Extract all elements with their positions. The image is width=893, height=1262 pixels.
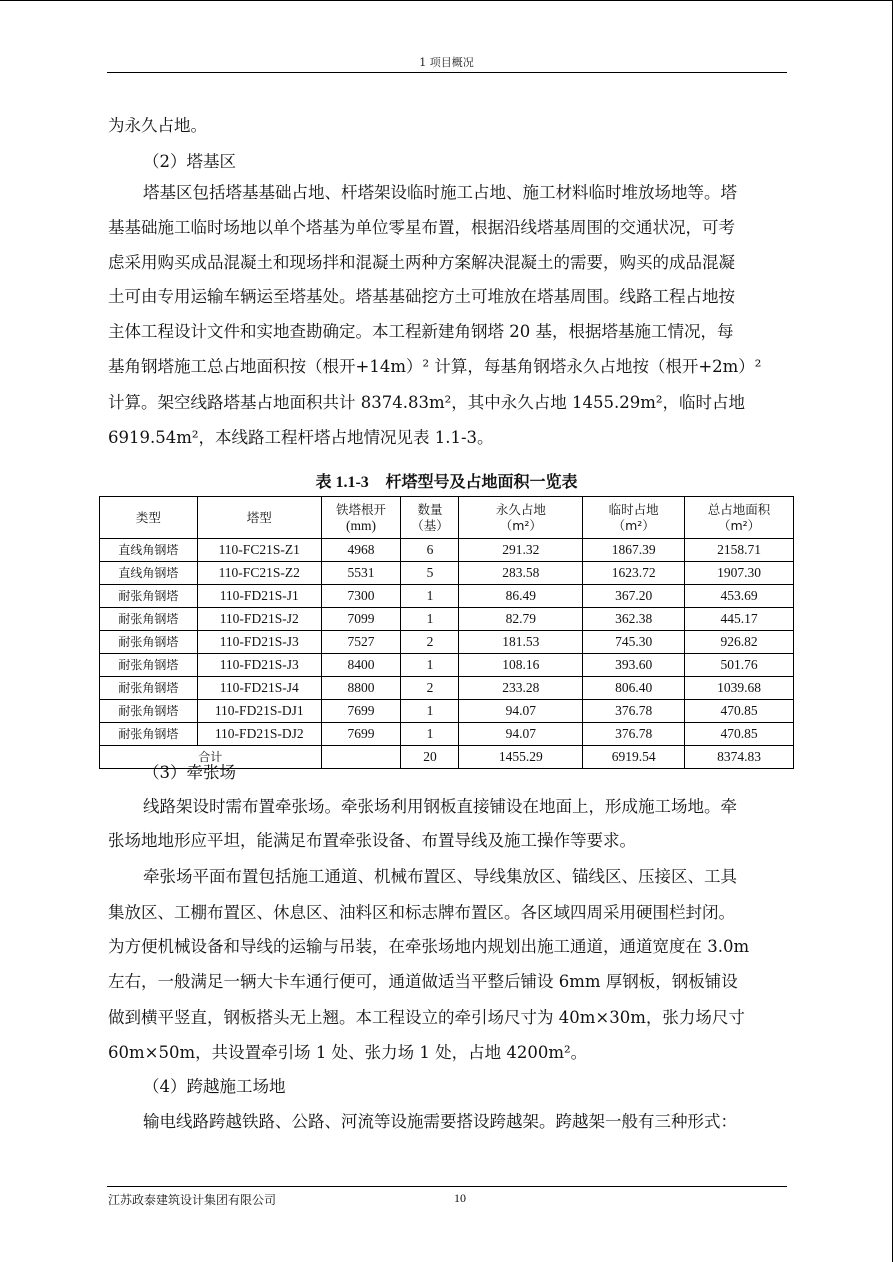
header-total: [685, 497, 794, 539]
paragraph-line: 60m×50m，共设置牵引场 1 处、张力场 1 处，占地 4200m²。: [108, 1043, 588, 1062]
section-heading-pulling-site: （3）牵张场: [143, 763, 236, 782]
cell-root: 5531: [321, 562, 401, 585]
tower-area-table: [99, 496, 794, 769]
table-title-number: 表 1.1-3: [315, 474, 369, 491]
cell-count: 2: [401, 677, 459, 700]
total-label: 合计: [100, 746, 322, 769]
paragraph-line: 计算。架空线路塔基占地面积共计 8374.83m²，其中永久占地 1455.29m²，临时占地: [108, 393, 745, 412]
header-count-unit: （基）: [411, 517, 449, 533]
cell-count: 5: [401, 562, 459, 585]
header-temporary-label: 临时占地: [608, 501, 659, 517]
cell-total: 501.76: [685, 654, 794, 677]
table-header-row: [100, 497, 794, 539]
header-temporary: [583, 497, 685, 539]
cell-root: 7699: [321, 723, 401, 746]
cell-permanent: 108.16: [459, 654, 583, 677]
cell-type: 耐张角钢塔: [100, 654, 198, 677]
table-row: [100, 608, 794, 631]
cell-model: 110-FD21S-J4: [197, 677, 321, 700]
total-temporary: 6919.54: [583, 746, 685, 769]
paragraph-line: 输电线路跨越铁路、公路、河流等设施需要搭设跨越架。跨越架一般有三种形式：: [143, 1112, 737, 1131]
paragraph-line: 6919.54m²，本线路工程杆塔占地情况见表 1.1-3。: [108, 428, 494, 447]
cell-total: 453.69: [685, 585, 794, 608]
header-rule: [107, 72, 787, 73]
total-root-empty: [321, 746, 401, 769]
cell-temporary: 367.20: [583, 585, 685, 608]
page-number: 10: [454, 1191, 466, 1205]
header-count-label: 数量: [417, 501, 443, 517]
header-root-unit: (mm): [346, 517, 377, 533]
table-row: [100, 562, 794, 585]
cell-root: 4968: [321, 539, 401, 562]
cell-count: 6: [401, 539, 459, 562]
header-permanent-unit: （m²）: [499, 517, 542, 533]
paragraph-line: 土可由专用运输车辆运至塔基处。塔基基础挖方土可堆放在塔基周围。线路工程占地按: [108, 287, 735, 306]
paragraph-line: 集放区、工棚布置区、休息区、油料区和标志牌布置区。各区域四周采用硬围栏封闭。: [108, 903, 735, 922]
cell-model: 110-FD21S-J2: [197, 608, 321, 631]
cell-count: 1: [401, 585, 459, 608]
cell-model: 110-FD21S-DJ2: [197, 723, 321, 746]
footer-rule: [107, 1186, 787, 1187]
cell-type: 直线角钢塔: [100, 562, 198, 585]
header-model: 塔型: [197, 497, 321, 539]
paragraph-line: 虑采用购买成品混凝土和现场拌和混凝土两种方案解决混凝土的需要，购买的成品混凝: [108, 253, 735, 272]
cell-count: 1: [401, 654, 459, 677]
paragraph-line: 左右，一般满足一辆大卡车通行便可，通道做适当平整后铺设 6mm 厚钢板，钢板铺设: [108, 972, 738, 991]
cell-total: 470.85: [685, 723, 794, 746]
cell-type: 耐张角钢塔: [100, 608, 198, 631]
cell-root: 7527: [321, 631, 401, 654]
paragraph-line: 做到横平竖直，钢板搭头无上翘。本工程设立的牵引场尺寸为 40m×30m，张力场尺寸: [108, 1008, 745, 1027]
cell-root: 8400: [321, 654, 401, 677]
paragraph-line: 张场地地形应平坦，能满足布置牵张设备、布置导线及施工操作等要求。: [108, 831, 636, 850]
cell-temporary: 376.78: [583, 723, 685, 746]
cell-temporary: 806.40: [583, 677, 685, 700]
cell-permanent: 233.28: [459, 677, 583, 700]
cell-count: 1: [401, 723, 459, 746]
header-total-unit: （m²）: [717, 517, 761, 533]
cell-permanent: 82.79: [459, 608, 583, 631]
cell-total: 1039.68: [685, 677, 794, 700]
header-root: [321, 497, 401, 539]
cell-total: 1907.30: [685, 562, 794, 585]
cell-temporary: 393.60: [583, 654, 685, 677]
cell-permanent: 94.07: [459, 700, 583, 723]
cell-type: 耐张角钢塔: [100, 700, 198, 723]
cell-total: 926.82: [685, 631, 794, 654]
cell-type: 耐张角钢塔: [100, 723, 198, 746]
header-type: 类型: [100, 497, 198, 539]
paragraph-line: 线路架设时需布置牵张场。牵张场利用钢板直接铺设在地面上，形成施工场地。牵: [143, 797, 737, 816]
table-title: [0, 469, 893, 492]
paragraph-line: 为永久占地。: [108, 116, 207, 135]
cell-permanent: 291.32: [459, 539, 583, 562]
cell-total: 2158.71: [685, 539, 794, 562]
cell-root: 7699: [321, 700, 401, 723]
cell-count: 1: [401, 700, 459, 723]
cell-temporary: 362.38: [583, 608, 685, 631]
cell-temporary: 1623.72: [583, 562, 685, 585]
table-row: [100, 654, 794, 677]
cell-type: 耐张角钢塔: [100, 585, 198, 608]
paragraph-line: 主体工程设计文件和实地查勘确定。本工程新建角钢塔 20 基，根据塔基施工情况，每: [108, 322, 734, 341]
header-permanent-label: 永久占地: [495, 501, 546, 517]
paragraph-line: 基角钢塔施工总占地面积按（根开+14m）² 计算，每基角钢塔永久占地按（根开+2m）²: [108, 357, 762, 376]
cell-model: 110-FC21S-Z1: [197, 539, 321, 562]
section-heading-tower-base: （2）塔基区: [143, 152, 236, 171]
paragraph-line: 塔基区包括塔基基础占地、杆塔架设临时施工占地、施工材料临时堆放场地等。塔: [143, 183, 737, 202]
cell-model: 110-FD21S-DJ1: [197, 700, 321, 723]
header-permanent: [459, 497, 583, 539]
cell-permanent: 283.58: [459, 562, 583, 585]
cell-model: 110-FD21S-J3: [197, 631, 321, 654]
cell-count: 2: [401, 631, 459, 654]
header-temporary-unit: （m²）: [612, 517, 655, 533]
table-row: [100, 539, 794, 562]
header-count: [401, 497, 459, 539]
cell-permanent: 94.07: [459, 723, 583, 746]
cell-type: 耐张角钢塔: [100, 677, 198, 700]
total-count: 20: [401, 746, 459, 769]
cell-permanent: 181.53: [459, 631, 583, 654]
page-border-top: [0, 0, 893, 1]
cell-total: 470.85: [685, 700, 794, 723]
cell-total: 445.17: [685, 608, 794, 631]
header-root-label: 铁塔根开: [336, 501, 387, 517]
paragraph-line: 基基础施工临时场地以单个塔基为单位零星布置，根据沿线塔基周围的交通状况，可考: [108, 218, 735, 237]
cell-temporary: 745.30: [583, 631, 685, 654]
paragraph-line: 为方便机械设备和导线的运输与吊装，在牵张场地内规划出施工通道，通道宽度在 3.0m: [108, 937, 750, 956]
header-total-label: 总占地面积: [707, 501, 771, 517]
table-row: [100, 723, 794, 746]
cell-model: 110-FC21S-Z2: [197, 562, 321, 585]
cell-root: 8800: [321, 677, 401, 700]
cell-permanent: 86.49: [459, 585, 583, 608]
cell-model: 110-FD21S-J3: [197, 654, 321, 677]
table-row: [100, 677, 794, 700]
paragraph-line: 牵张场平面布置包括施工通道、机械布置区、导线集放区、锚线区、压接区、工具: [143, 867, 737, 886]
table-row: [100, 631, 794, 654]
cell-temporary: 1867.39: [583, 539, 685, 562]
total-area: 8374.83: [685, 746, 794, 769]
total-permanent: 1455.29: [459, 746, 583, 769]
cell-temporary: 376.78: [583, 700, 685, 723]
cell-model: 110-FD21S-J1: [197, 585, 321, 608]
table-title-text: 杆塔型号及占地面积一览表: [385, 472, 578, 491]
cell-type: 耐张角钢塔: [100, 631, 198, 654]
footer-company: 江苏政泰建筑设计集团有限公司: [108, 1193, 277, 1207]
cell-count: 1: [401, 608, 459, 631]
table-row: [100, 700, 794, 723]
cell-type: 直线角钢塔: [100, 539, 198, 562]
cell-root: 7300: [321, 585, 401, 608]
running-header: 1 项目概况: [419, 56, 474, 69]
cell-root: 7099: [321, 608, 401, 631]
section-heading-crossing-site: （4）跨越施工场地: [143, 1077, 286, 1096]
table-row: [100, 585, 794, 608]
